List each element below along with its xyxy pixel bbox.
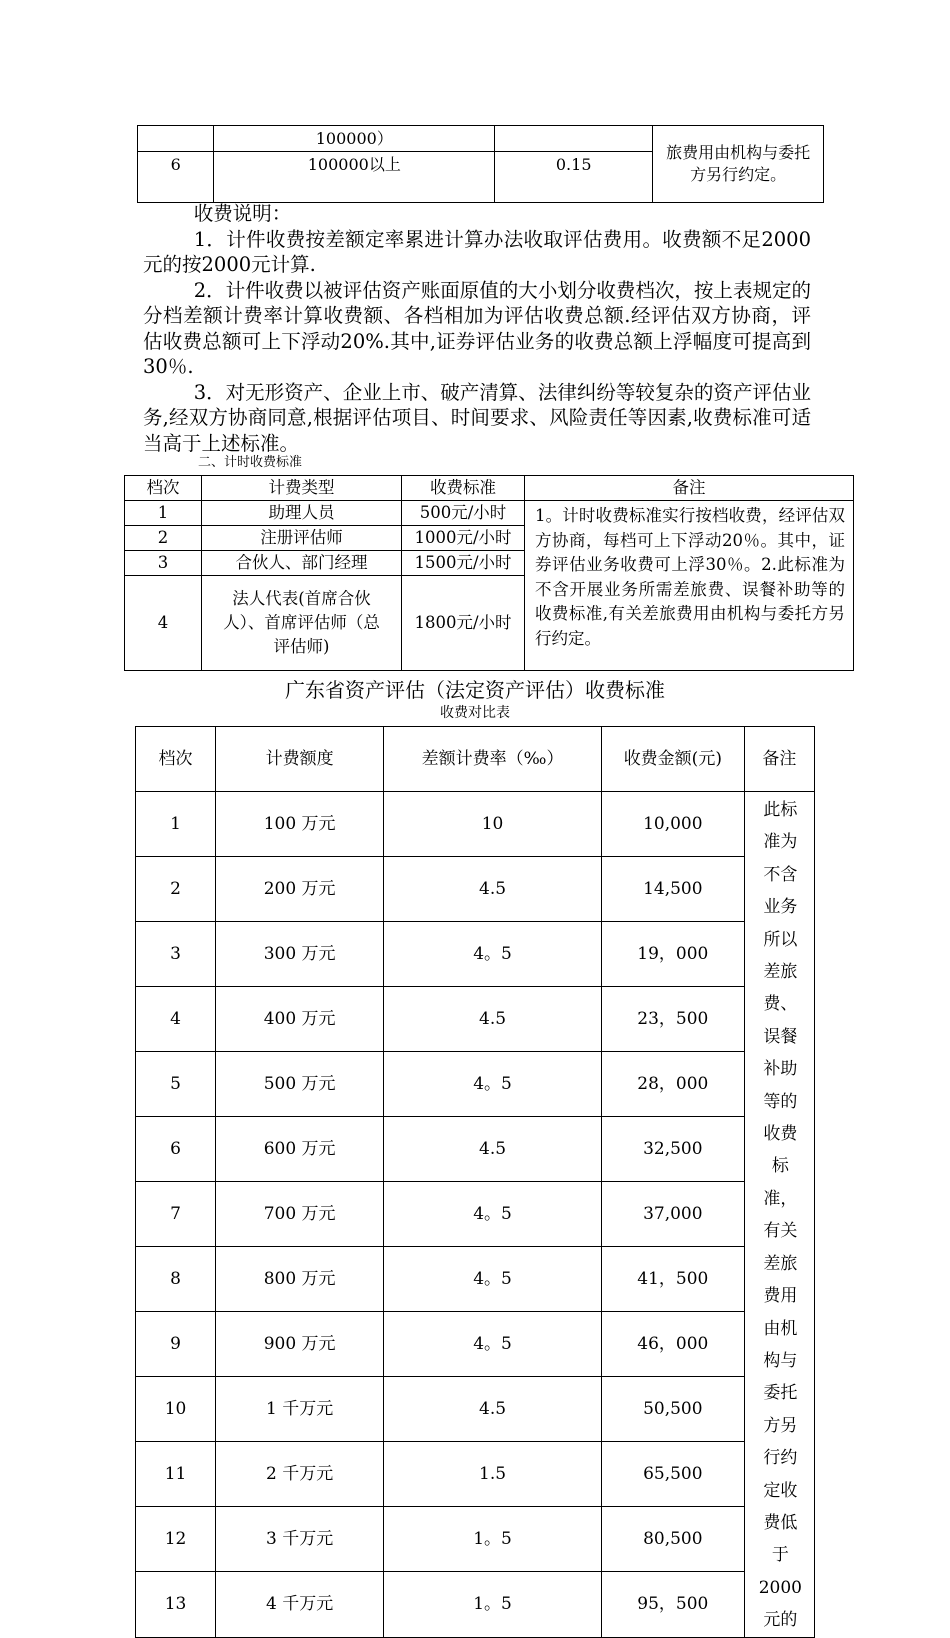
- fee-cell: 14,500: [601, 857, 744, 922]
- table-row: [136, 1442, 815, 1507]
- table-row: [136, 857, 815, 922]
- note-item: 3．对无形资产、企业上市、破产清算、法律纠纷等较复杂的资产评估业务,经双方协商同意,根据评估项目、时间要求、风险责任等因素,收费标准可适当高于上述标准。: [143, 380, 811, 455]
- amount-cell: 100000以上: [214, 152, 495, 203]
- level-cell: 5: [136, 1052, 216, 1117]
- fee-cell: 19，000: [601, 922, 744, 987]
- level-cell: 1: [125, 501, 202, 526]
- rate-cell: 1。5: [384, 1572, 602, 1637]
- rate-cell: 4.5: [384, 1117, 602, 1182]
- rate-cell: 4。5: [384, 1052, 602, 1117]
- level-cell: 6: [136, 1117, 216, 1182]
- header-cell: 档次: [136, 727, 216, 792]
- header-cell: 差额计费率（‰）: [384, 727, 602, 792]
- header-cell: 备注: [525, 476, 854, 501]
- table-subtitle: 收费对比表: [440, 705, 510, 721]
- header-cell: 计费类型: [202, 476, 402, 501]
- type-cell: 助理人员: [202, 501, 402, 526]
- header-cell: 备注: [744, 727, 814, 792]
- header-cell: 收费金额(元): [601, 727, 744, 792]
- amount-cell: 500 万元: [216, 1052, 384, 1117]
- rate-cell: 4。5: [384, 1247, 602, 1312]
- level-cell: 8: [136, 1247, 216, 1312]
- header-cell: 收费标准: [402, 476, 525, 501]
- table-row: [136, 1247, 815, 1312]
- header-cell: 档次: [125, 476, 202, 501]
- amount-cell: 200 万元: [216, 857, 384, 922]
- table-header-row: [125, 476, 854, 501]
- level-cell: 7: [136, 1182, 216, 1247]
- header-cell: 计费额度: [216, 727, 384, 792]
- level-cell: 10: [136, 1377, 216, 1442]
- note-item: 1．计件收费按差额定率累进计算办法收取评估费用。收费额不足2000元的按2000元计算.: [143, 227, 811, 276]
- fee-notes: [143, 201, 811, 456]
- fee-cell: 80,500: [601, 1507, 744, 1572]
- note-item: 2．计件收费以被评估资产账面原值的大小划分收费档次，按上表规定的分档差额计费率计算收费额、各档相加为评估收费总额.经评估双方协商，评估收费总额可上下浮动20%.其中,证券评估业务的收费总额上浮幅度可提高到30％.: [143, 278, 811, 378]
- section-title: 二、计时收费标准: [198, 455, 303, 470]
- level-cell: 4: [136, 987, 216, 1052]
- remark-cell: 此标准为不含业务所以差旅费、误餐补助等的收费标准，有关差旅费用由机构与委托方另行约定收费低于2000元的: [744, 792, 814, 1638]
- level-cell: 3: [136, 922, 216, 987]
- fee-cell: 50,500: [601, 1377, 744, 1442]
- rate-cell: 4.5: [384, 987, 602, 1052]
- rate-cell: 4。5: [384, 922, 602, 987]
- table-row: [136, 1117, 815, 1182]
- level-cell: 6: [138, 152, 214, 203]
- rate-cell: 0.15: [495, 152, 653, 203]
- rate-cell: 1。5: [384, 1507, 602, 1572]
- table-row: [136, 1572, 815, 1637]
- amount-cell: 100 万元: [216, 792, 384, 857]
- level-cell: 11: [136, 1442, 216, 1507]
- remark-cell: 1。计时收费标准实行按档收费，经评估双方协商，每档可上下浮动20％。其中，证券评估业务收费可上浮30％。2.此标准为不含开展业务所需差旅费、误餐补助等的收费标准,有关差旅费用由机构与委托方另行约定。: [525, 501, 854, 671]
- rate-cell: 500元/小时: [402, 501, 525, 526]
- fee-cell: 10,000: [601, 792, 744, 857]
- rate-cell: 1500元/小时: [402, 551, 525, 576]
- fee-cell: 28，000: [601, 1052, 744, 1117]
- rate-cell: [495, 126, 653, 152]
- level-cell: 13: [136, 1572, 216, 1637]
- fee-cell: 37,000: [601, 1182, 744, 1247]
- rate-cell: 1.5: [384, 1442, 602, 1507]
- fee-cell: 46，000: [601, 1312, 744, 1377]
- page-title: 广东省资产评估（法定资产评估）收费标准: [285, 678, 665, 702]
- rate-cell: 1000元/小时: [402, 526, 525, 551]
- amount-cell: 100000）: [214, 126, 495, 152]
- table-row: [136, 922, 815, 987]
- amount-cell: 800 万元: [216, 1247, 384, 1312]
- table-row: [136, 1312, 815, 1377]
- fee-cell: 65,500: [601, 1442, 744, 1507]
- table-row: [138, 126, 824, 152]
- level-cell: 3: [125, 551, 202, 576]
- amount-cell: 400 万元: [216, 987, 384, 1052]
- level-cell: 2: [136, 857, 216, 922]
- amount-cell: 1 千万元: [216, 1377, 384, 1442]
- type-cell: 法人代表(首席合伙人）、首席评估师（总评估师): [202, 576, 402, 671]
- fee-cell: 32,500: [601, 1117, 744, 1182]
- rate-cell: 4.5: [384, 1377, 602, 1442]
- fee-cell: 41，500: [601, 1247, 744, 1312]
- fee-cell: 95，500: [601, 1572, 744, 1637]
- table-row: [136, 1052, 815, 1117]
- table-row: [136, 1182, 815, 1247]
- table-row: [125, 501, 854, 526]
- amount-cell: 3 千万元: [216, 1507, 384, 1572]
- hourly-fee-table: [124, 475, 854, 671]
- rate-cell: 4。5: [384, 1312, 602, 1377]
- amount-cell: 4 千万元: [216, 1572, 384, 1637]
- level-cell: 2: [125, 526, 202, 551]
- level-cell: 1: [136, 792, 216, 857]
- notes-heading: 收费说明：: [193, 202, 292, 225]
- tiered-fee-table-continued: [137, 125, 824, 203]
- amount-cell: 300 万元: [216, 922, 384, 987]
- type-cell: 注册评估师: [202, 526, 402, 551]
- rate-cell: 1800元/小时: [402, 576, 525, 671]
- level-cell: 12: [136, 1507, 216, 1572]
- rate-cell: 4.5: [384, 857, 602, 922]
- amount-cell: 700 万元: [216, 1182, 384, 1247]
- amount-cell: 600 万元: [216, 1117, 384, 1182]
- table-row: [136, 1377, 815, 1442]
- rate-cell: 10: [384, 792, 602, 857]
- table-row: [136, 792, 815, 857]
- table-header-row: [136, 727, 815, 792]
- type-cell: 合伙人、部门经理: [202, 551, 402, 576]
- table-row: [136, 987, 815, 1052]
- level-cell: 9: [136, 1312, 216, 1377]
- fee-cell: 23，500: [601, 987, 744, 1052]
- amount-cell: 2 千万元: [216, 1442, 384, 1507]
- table-row: [136, 1507, 815, 1572]
- fee-comparison-table: [135, 726, 815, 1638]
- remark-cell: 旅费用由机构与委托方另行约定。: [653, 126, 824, 203]
- amount-cell: 900 万元: [216, 1312, 384, 1377]
- level-cell: [138, 126, 214, 152]
- level-cell: 4: [125, 576, 202, 671]
- rate-cell: 4。5: [384, 1182, 602, 1247]
